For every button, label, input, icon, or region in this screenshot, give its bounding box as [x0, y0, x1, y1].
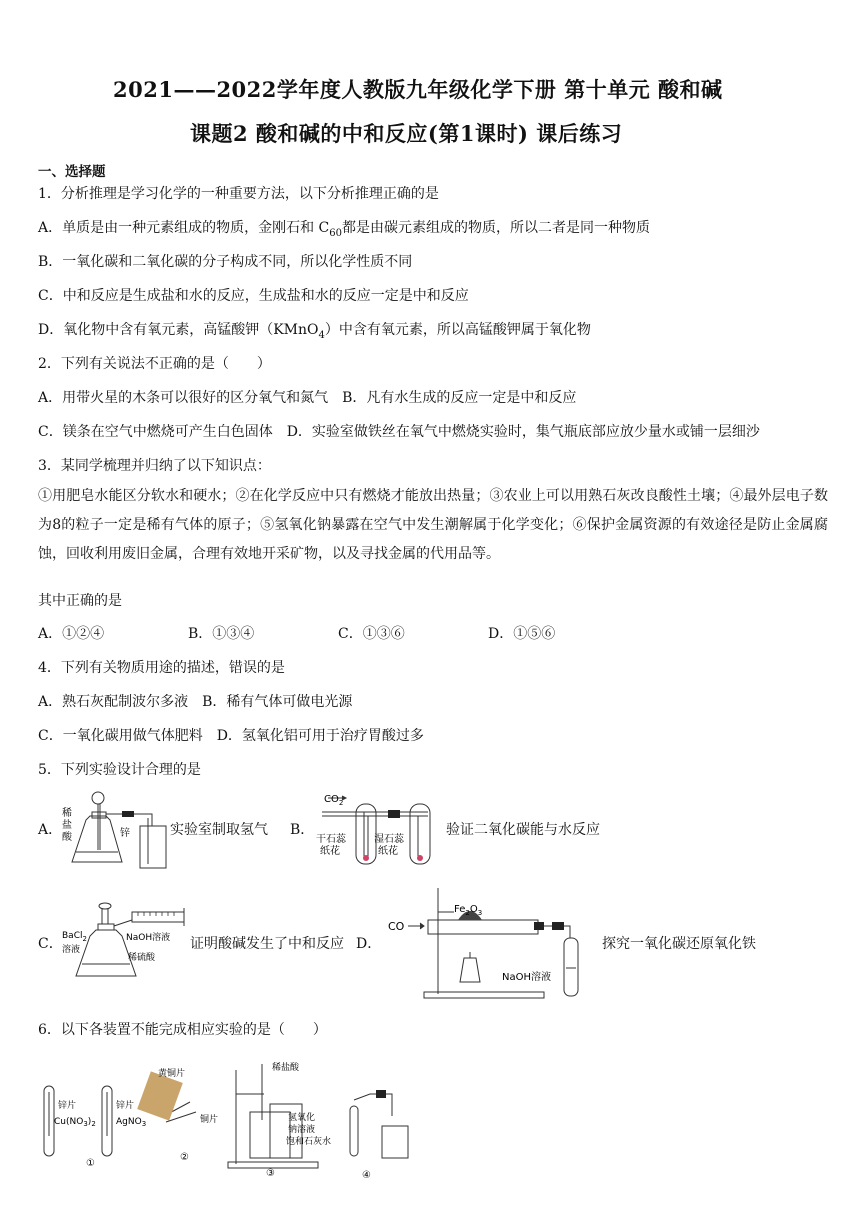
cu-no3-close: ): [87, 1117, 92, 1127]
q6-stem: 6．以下各装置不能完成相应实验的是（ ）: [38, 1022, 327, 1038]
q5-stem: 5．下列实验设计合理的是: [38, 762, 201, 778]
zinc-label-2: 锌片: [116, 1101, 135, 1111]
q3-which: 其中正确的是: [38, 593, 122, 609]
co-label: CO: [388, 920, 405, 933]
bacl2-label: BaCl: [62, 931, 83, 941]
naoh-solution-label: NaOH溶液: [126, 933, 171, 943]
q1-stem: 1．分析推理是学习化学的一种重要方法，以下分析推理正确的是: [38, 186, 439, 202]
q2-stem: 2．下列有关说法不正确的是（ ）: [38, 356, 271, 372]
naoh-label-1: 氢氧化: [288, 1113, 316, 1123]
svg-text:Fe2O3: [454, 904, 482, 917]
q5-option-c-label: C．: [38, 936, 63, 952]
fig-number-3: ③: [266, 1168, 275, 1179]
dilute-h2so4-label: 稀硫酸: [128, 953, 156, 963]
acid-char-1: 稀: [62, 808, 72, 819]
fe2o3-sub-1: 2: [465, 909, 470, 917]
limewater-label: 饱和石灰水: [286, 1137, 332, 1147]
q5-option-a-label: A．: [38, 822, 63, 838]
title-line-2: 课题2 酸和碱的中和反应(第1课时) 课后练习: [190, 121, 623, 146]
q3-option-c: C．①③⑥: [338, 626, 405, 642]
fig-number-4: ④: [362, 1170, 371, 1180]
co2-litmus-figure: [312, 790, 442, 868]
q5-option-d-text: 探究一氧化碳还原氧化铁: [602, 936, 756, 952]
q6-apparatus-figure: [40, 1056, 420, 1180]
neutralization-figure: [62, 898, 190, 982]
zinc-label: 锌: [120, 828, 130, 839]
hydrogen-apparatus-figure: [62, 790, 170, 872]
dry-litmus-2: 纸花: [320, 846, 340, 857]
q1-option-c: C．中和反应是生成盐和水的反应，生成盐和水的反应一定是中和反应: [38, 288, 469, 304]
q4-stem: 4．下列有关物质用途的描述，错误的是: [38, 660, 285, 676]
brass-label: 黄铜片: [158, 1069, 186, 1079]
cu-no3-label: Cu(NO: [54, 1117, 84, 1127]
svg-text:BaCl2: [62, 931, 87, 943]
q5-option-c-text: 证明酸碱发生了中和反应: [190, 936, 344, 952]
agno3-label: AgNO: [116, 1117, 142, 1127]
zinc-label-1: 锌片: [58, 1101, 77, 1111]
bacl2-subscript: 2: [82, 935, 87, 943]
q3-option-a: A．①②④: [38, 626, 105, 642]
agno3-sub: 3: [141, 1120, 147, 1128]
q2-options-ab: A．用带火星的木条可以很好的区分氧气和氮气 B．凡有水生成的反应一定是中和反应: [38, 390, 577, 406]
q3-knowledge-points: ①用肥皂水能区分软水和硬水；②在化学反应中只有燃烧才能放出热量；③农业上可以用熟石灰改良酸性土壤；④最外层电子数为8的粒子一定是稀有气体的原子；⑤氢氧化钠暴露在空气中发生潮解属于化学变化；⑥保护金属资源的有效途径是防止金属腐蚀，回收利用废旧金属，合理有效地开采矿物，以及寻找金属的代用品等。: [38, 488, 828, 562]
naoh-solution-label-d: NaOH溶液: [502, 972, 551, 983]
svg-text:AgNO3: [116, 1117, 146, 1128]
q5-option-d-label: D．: [356, 936, 382, 952]
acid-char-3: 酸: [62, 832, 72, 843]
q1-option-a: A．单质是由一种元素组成的物质，金刚石和 $C_{60}$都是由碳元素组成的物质，所以二者是同一种物质: [38, 220, 651, 239]
fig-number-1: ①: [86, 1158, 95, 1169]
co2-label: CO: [324, 794, 339, 805]
fe2o3-sub-2: 3: [477, 909, 483, 917]
q4-options-cd: C．一氧化碳用做气体肥料 D．氢氧化铝可用于治疗胃酸过多: [38, 728, 424, 744]
acid-char-2: 盐: [62, 820, 72, 831]
svg-text:Cu(NO3)2: [54, 1117, 96, 1128]
fig-number-2: ②: [180, 1152, 189, 1163]
q2-options-cd: C．镁条在空气中燃烧可产生白色固体 D．实验室做铁丝在氧气中燃烧实验时，集气瓶底部应放少量水或铺一层细沙: [38, 424, 760, 440]
q3-stem: 3．某同学梳理并归纳了以下知识点：: [38, 458, 271, 474]
co2-subscript: 2: [338, 799, 344, 807]
dry-litmus-1: 干石蕊: [316, 834, 346, 845]
q1-option-b: B．一氧化碳和二氧化碳的分子构成不同，所以化学性质不同: [38, 254, 413, 270]
q5-option-b-text: 验证二氧化碳能与水反应: [446, 822, 600, 838]
copper-label: 铜片: [200, 1115, 219, 1125]
svg-text:CO2: [324, 794, 343, 807]
wet-litmus-2: 纸花: [378, 846, 398, 857]
q3-option-d: D．①⑤⑥: [488, 626, 556, 642]
wet-litmus-1: 湿石蕊: [374, 834, 404, 845]
section-heading: 一、选择题: [38, 164, 106, 180]
title-line-1: 2021——2022学年度人教版九年级化学下册 第十单元 酸和碱: [113, 77, 723, 102]
fe2o3-o: O: [469, 904, 478, 915]
q5-option-a-text: 实验室制取氢气: [170, 822, 268, 838]
naoh-label-2: 钠溶液: [288, 1125, 316, 1135]
q3-option-b: B．①③④: [188, 626, 255, 642]
dilute-hcl-label: 稀盐酸: [272, 1063, 300, 1073]
q5-option-b-label: B．: [290, 822, 315, 838]
fe2o3-fe: Fe: [454, 904, 466, 915]
co-reduction-figure: [384, 882, 598, 1002]
q1-option-d: D．氧化物中含有氧元素，高锰酸钾（KMnO$_4$）中含有氧元素，所以高锰酸钾属于氧化物: [38, 322, 591, 341]
q4-options-ab: A．熟石灰配制波尔多液 B．稀有气体可做电光源: [38, 694, 353, 710]
cu-no3-sub-1: 3: [83, 1120, 88, 1128]
cu-no3-sub-2: 2: [91, 1120, 96, 1128]
bacl2-solution-label: 溶液: [62, 945, 81, 955]
